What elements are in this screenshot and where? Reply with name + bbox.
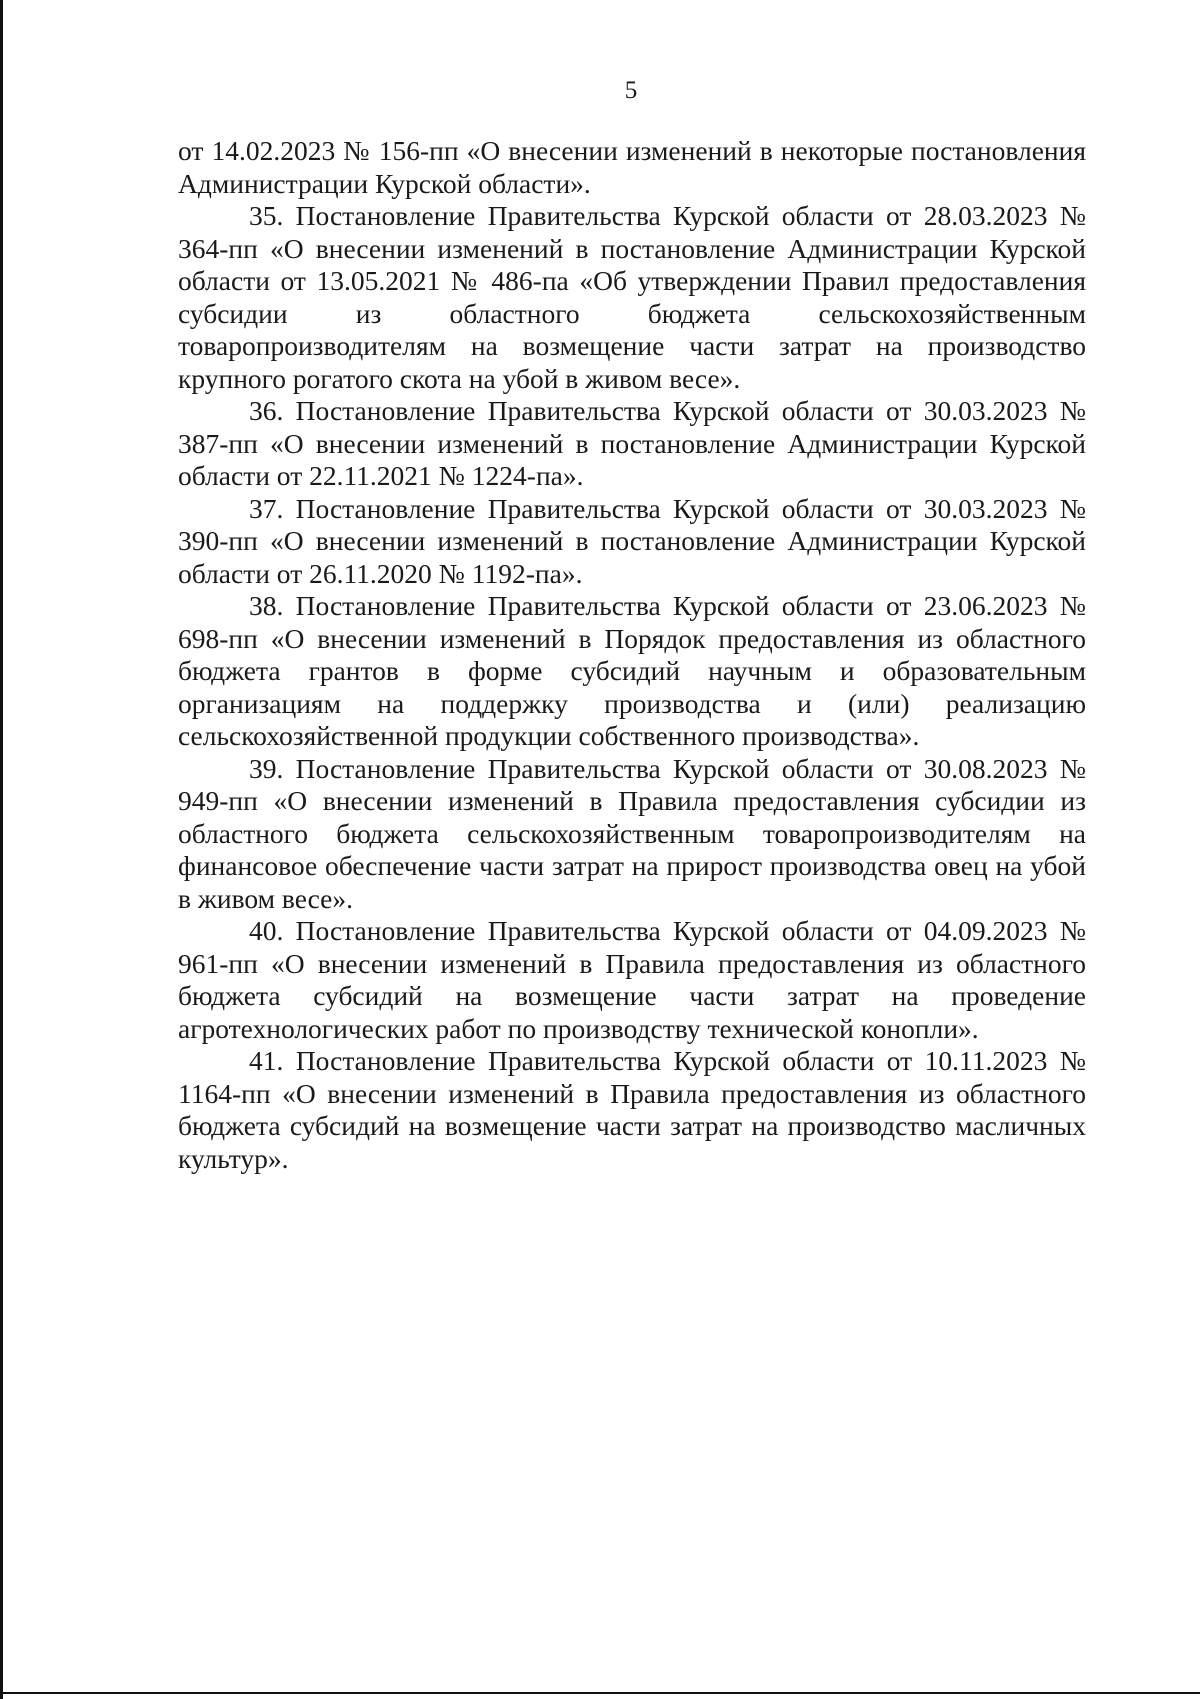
document-body	[178, 135, 1086, 1175]
paragraph-continuation: от 14.02.2023 № 156-пп «О внесении изменений в некоторые постановления Администрации Курской области».	[178, 135, 1086, 199]
page-number: 5	[624, 77, 638, 104]
scan-bottom-edge	[0, 1692, 1200, 1694]
list-item-38: 38. Постановление Правительства Курской области от 23.06.2023 № 698-пп «О внесении изменений в Порядок предоставления из областного бюджета грантов в форме субсидий научным и образовательным организациям на поддержку производства и (или) реализацию сельскохозяйственной продукции собственного производства».	[178, 590, 1086, 751]
scan-left-edge	[0, 0, 3, 1699]
list-item-36: 36. Постановление Правительства Курской области от 30.03.2023 № 387-пп «О внесении изменений в постановление Администрации Курской области от 22.11.2021 № 1224-па».	[178, 395, 1086, 491]
list-item-39: 39. Постановление Правительства Курской области от 30.08.2023 № 949-пп «О внесении изменений в Правила предоставления субсидии из областного бюджета сельскохозяйственным товаропроизводителям на финансовое обеспечение части затрат на прирост производства овец на убой в живом весе».	[178, 752, 1086, 914]
list-item-35: 35. Постановление Правительства Курской области от 28.03.2023 № 364-пп «О внесении изменений в постановление Администрации Курской области от 13.05.2021 № 486-па «Об утверждении Правил предоставления субсидии из областного бюджета сельскохозяйственным товаропроизводителям на возмещение части затрат на производство крупного рогатого скота на убой в живом весе».	[178, 200, 1086, 394]
list-item-40: 40. Постановление Правительства Курской области от 04.09.2023 № 961-пп «О внесении изменений в Правила предоставления из областного бюджета субсидий на возмещение части затрат на проведение агротехнологических работ по производству технической конопли».	[178, 915, 1086, 1044]
list-item-37: 37. Постановление Правительства Курской области от 30.03.2023 № 390-пп «О внесении изменений в постановление Администрации Курской области от 26.11.2020 № 1192-па».	[178, 492, 1086, 589]
list-item-41: 41. Постановление Правительства Курской области от 10.11.2023 № 1164-пп «О внесении изменений в Правила предоставления из областного бюджета субсидий на возмещение части затрат на производство масличных культур».	[178, 1045, 1086, 1174]
